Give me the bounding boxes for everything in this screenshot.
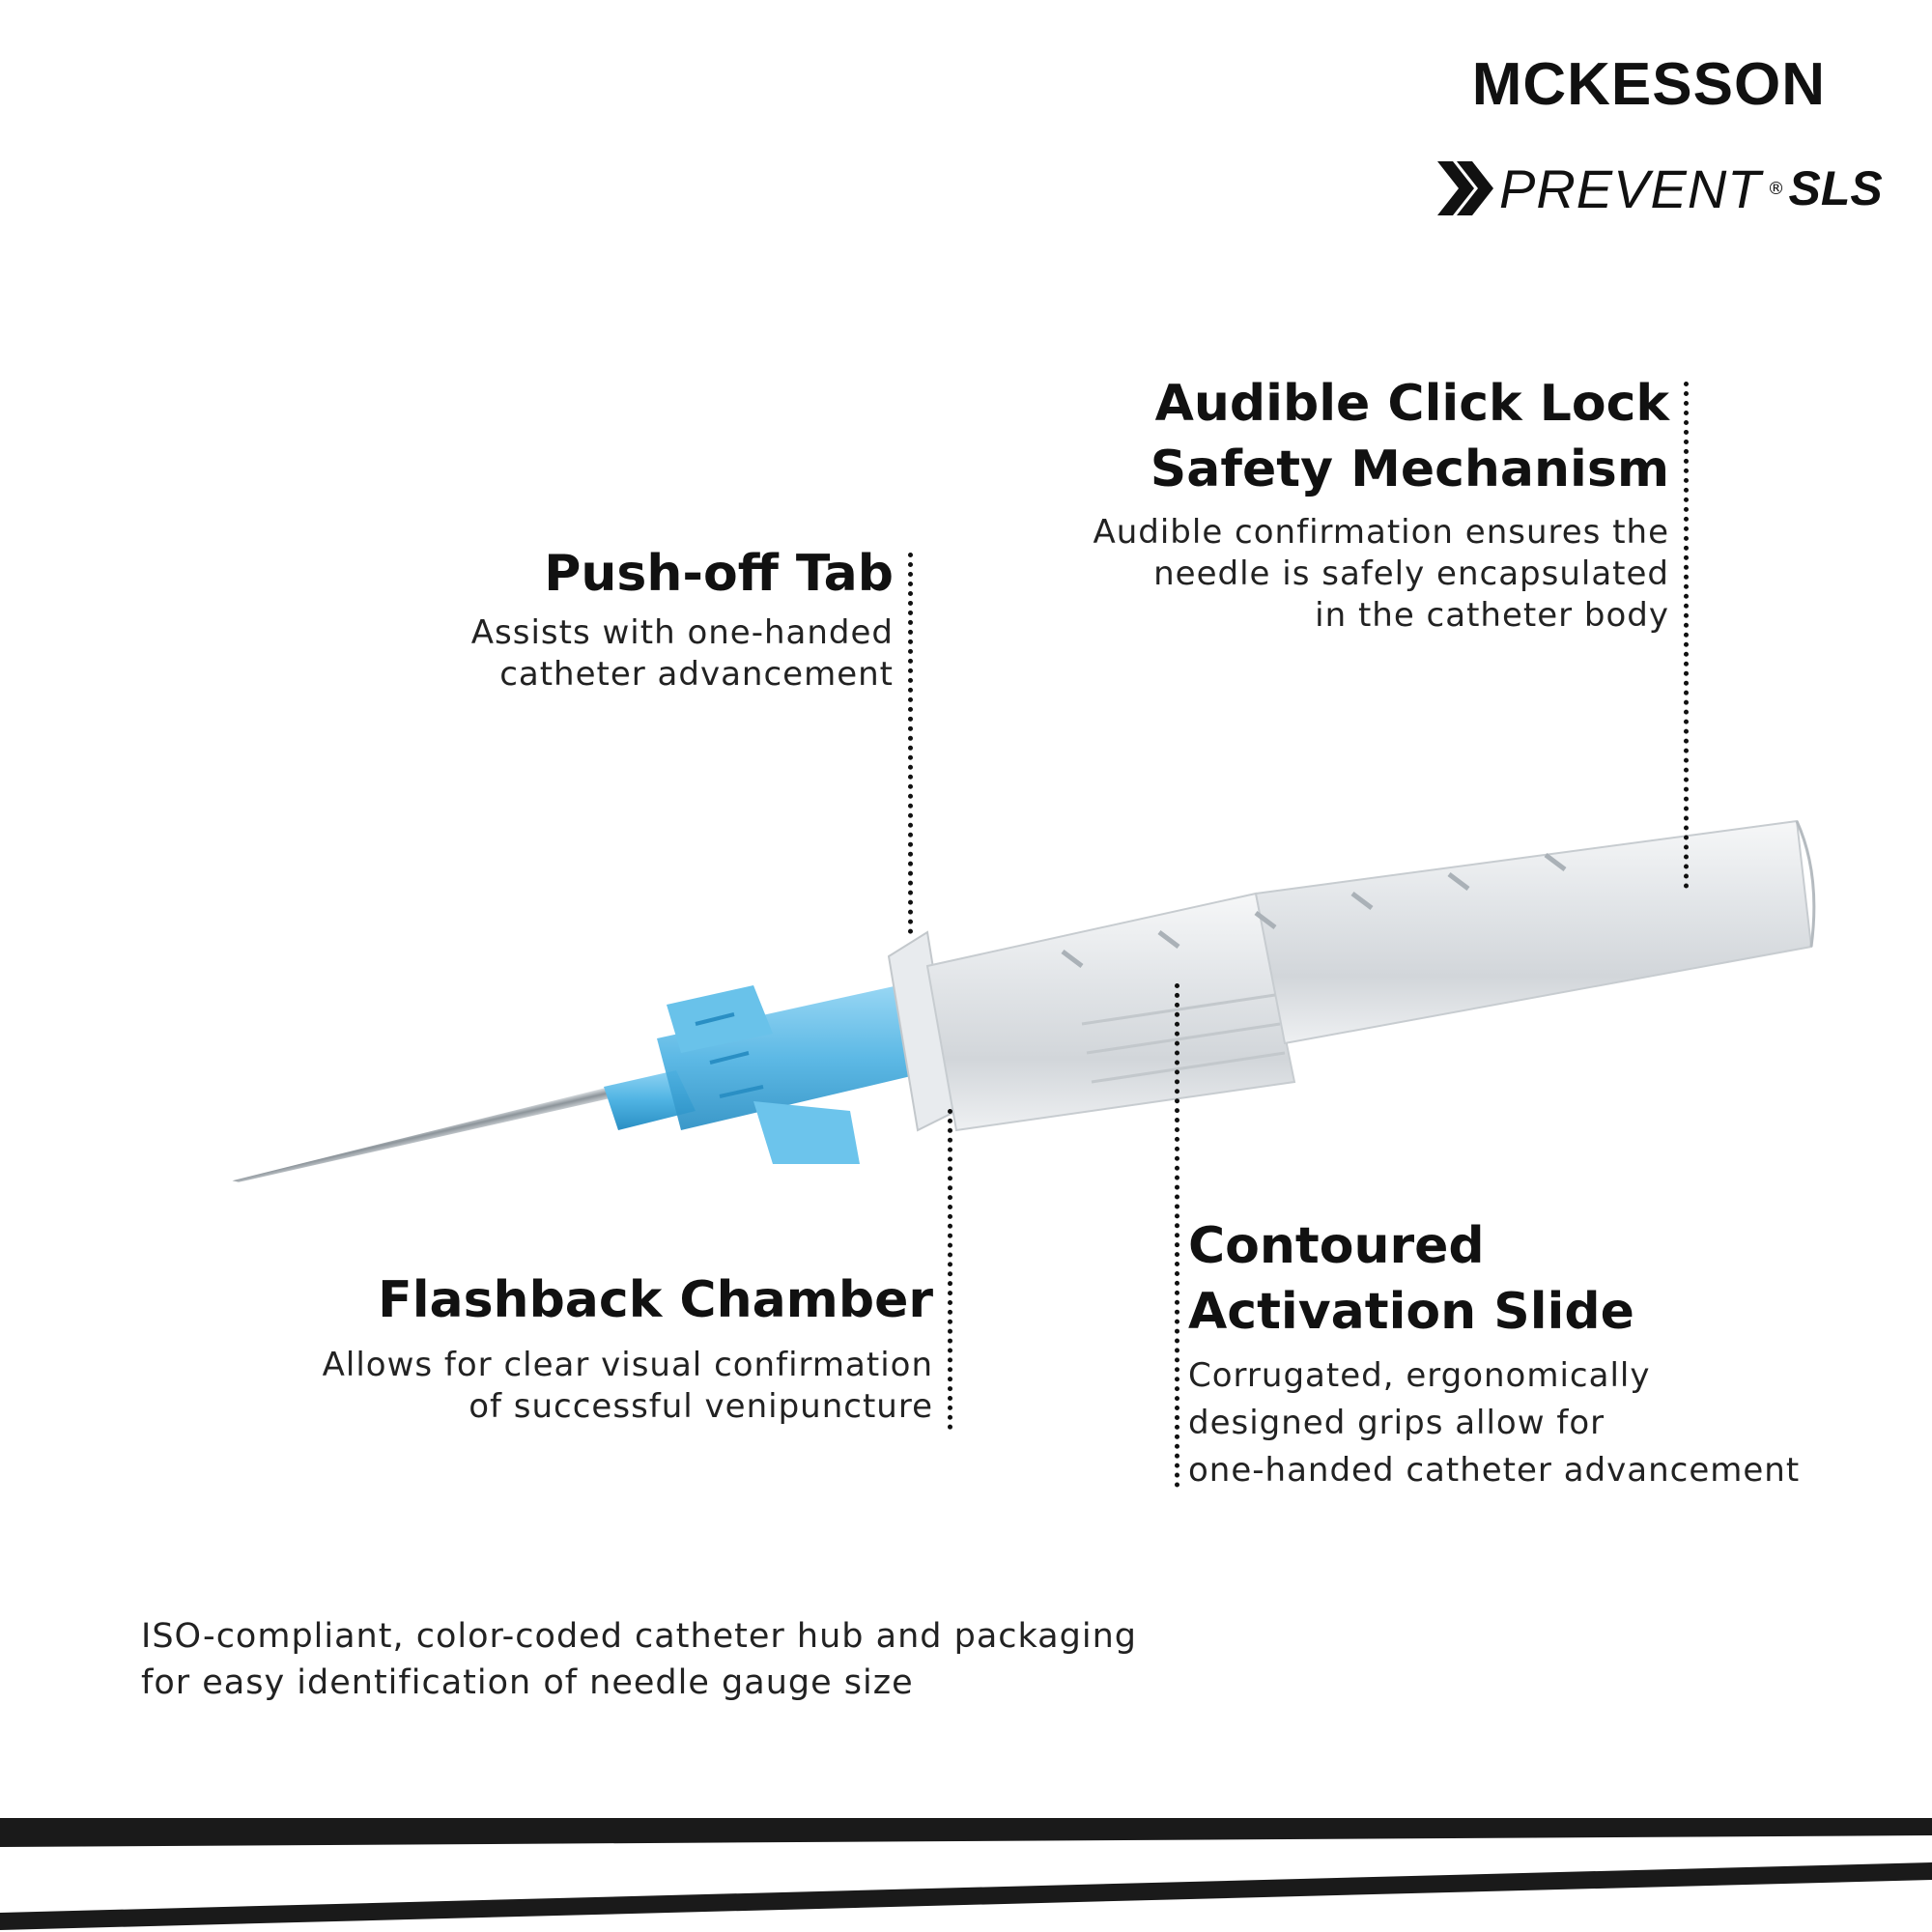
mckesson-wordmark: MCKESSON <box>1471 51 1826 118</box>
push-off-tab-title: Push-off Tab <box>544 545 894 603</box>
contoured-slide-title-line-1: Contoured <box>1188 1217 1485 1275</box>
audible-click-lock-title-line-1: Audible Click Lock <box>1154 375 1669 433</box>
flashback-chamber-leader <box>948 1109 952 1430</box>
audible-click-lock-leader <box>1684 382 1689 889</box>
registered-mark: ® <box>1767 178 1785 199</box>
clear-housing <box>889 821 1814 1130</box>
push-off-tab-leader <box>908 553 913 934</box>
prevent-wordmark: PREVENT <box>1499 157 1762 219</box>
needle <box>231 1085 619 1185</box>
iso-compliance-note <box>141 1613 1300 1706</box>
audible-click-lock-title-line-2: Safety Mechanism <box>1150 440 1669 498</box>
contoured-slide-desc-line-3: one-handed catheter advancement <box>1188 1451 1801 1490</box>
flashback-chamber-title: Flashback Chamber <box>378 1271 933 1329</box>
contoured-slide-desc-line-1: Corrugated, ergonomically <box>1188 1356 1651 1395</box>
audible-click-lock-desc-line-1: Audible confirmation ensures the <box>1093 513 1669 552</box>
flashback-chamber-callout <box>251 1267 933 1428</box>
push-off-tab-desc-line-2: catheter advancement <box>499 655 894 694</box>
flashback-chamber-desc-line-1: Allows for clear visual confirmation <box>322 1346 933 1384</box>
flashback-chamber-desc-line-2: of successful venipuncture <box>469 1387 933 1426</box>
contoured-slide-leader <box>1175 983 1179 1488</box>
iso-note-line-1: ISO-compliant, color-coded catheter hub and packaging <box>141 1617 1137 1656</box>
contoured-slide-desc-line-2: designed grips allow for <box>1188 1404 1605 1442</box>
contoured-slide-callout <box>1188 1213 1864 1494</box>
bottom-stripe-1 <box>0 1818 1932 1847</box>
contoured-slide-title-line-2: Activation Slide <box>1188 1283 1634 1341</box>
audible-click-lock-callout <box>1043 371 1669 637</box>
audible-click-lock-desc-line-2: needle is safely encapsulated <box>1153 554 1669 593</box>
iso-note-line-2: for easy identification of needle gauge size <box>141 1663 914 1702</box>
audible-click-lock-desc-line-3: in the catheter body <box>1315 596 1669 635</box>
sls-wordmark: SLS <box>1788 161 1883 215</box>
bottom-stripe-2 <box>0 1862 1932 1930</box>
push-off-tab-callout <box>367 541 894 696</box>
blue-catheter-hub <box>604 985 927 1164</box>
push-off-tab-desc-line-1: Assists with one-handed <box>470 613 894 652</box>
